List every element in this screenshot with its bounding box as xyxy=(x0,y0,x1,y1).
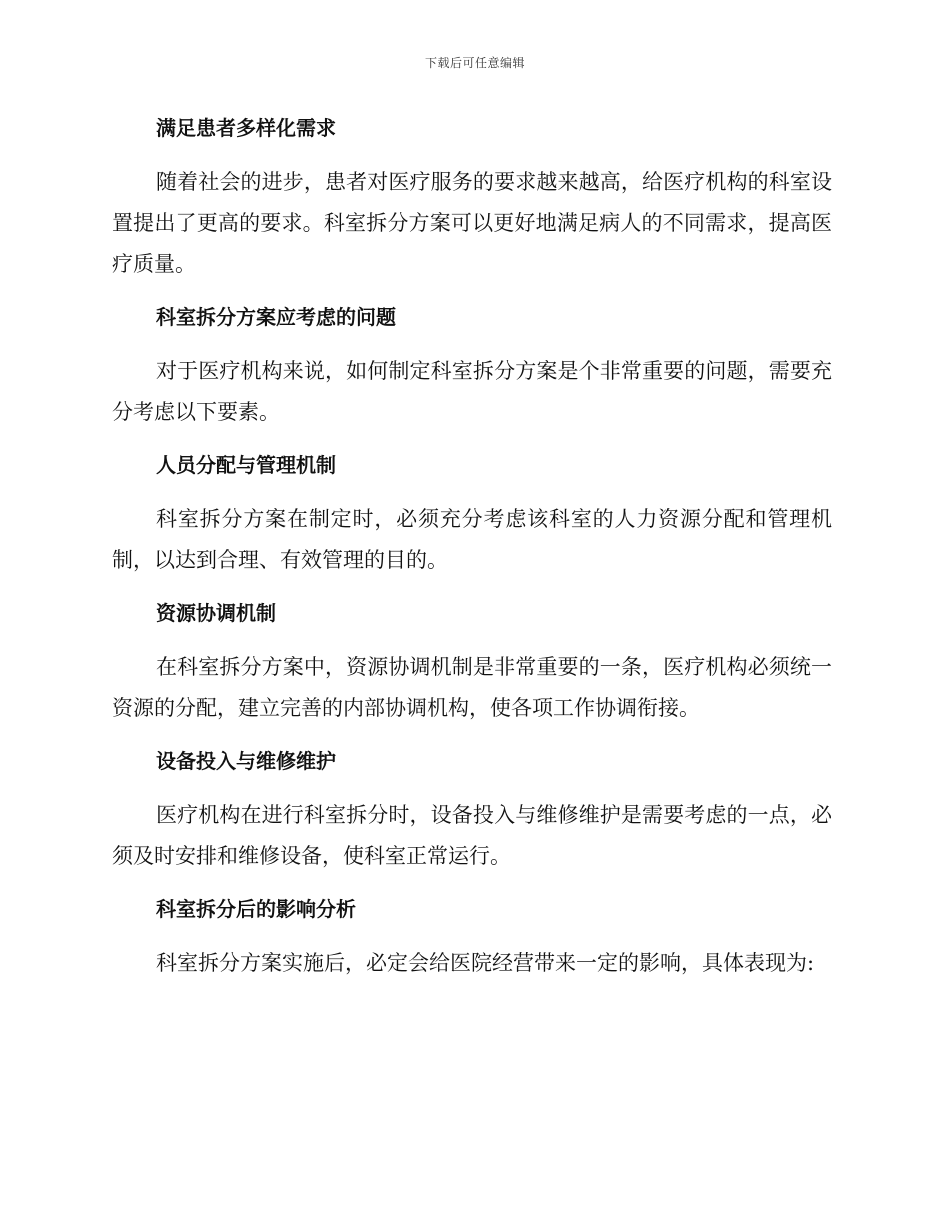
section xyxy=(112,887,832,984)
section xyxy=(112,443,832,591)
section xyxy=(112,591,832,739)
section-heading: 科室拆分后的影响分析 xyxy=(156,897,356,921)
section xyxy=(112,295,832,443)
section-paragraph: 在科室拆分方案中，资源协调机制是非常重要的一条，医疗机构必须统一资源的分配，建立完善的内部协调机构，使各项工作协调衔接。 xyxy=(112,655,832,720)
page-header: 下载后可任意编辑 xyxy=(424,56,525,70)
section-heading: 人员分配与管理机制 xyxy=(156,453,336,477)
section-paragraph: 科室拆分方案在制定时，必须充分考虑该科室的人力资源分配和管理机制，以达到合理、有效管理的目的。 xyxy=(112,507,832,572)
section-paragraph: 科室拆分方案实施后，必定会给医院经营带来一定的影响，具体表现为: xyxy=(156,951,815,975)
section-paragraph: 对于医疗机构来说，如何制定科室拆分方案是个非常重要的问题，需要充分考虑以下要素。 xyxy=(112,359,832,424)
section-paragraph: 医疗机构在进行科室拆分时，设备投入与维修维护是需要考虑的一点，必须及时安排和维修设备，使科室正常运行。 xyxy=(112,803,832,868)
section-paragraph: 随着社会的进步，患者对医疗服务的要求越来越高，给医疗机构的科室设置提出了更高的要求。科室拆分方案可以更好地满足病人的不同需求，提高医疗质量。 xyxy=(112,170,832,276)
document-body xyxy=(112,106,832,984)
section-heading: 设备投入与维修维护 xyxy=(156,749,336,773)
section xyxy=(112,106,832,295)
section-heading: 满足患者多样化需求 xyxy=(156,116,336,140)
section-heading: 科室拆分方案应考虑的问题 xyxy=(156,305,396,329)
section xyxy=(112,739,832,887)
section-heading: 资源协调机制 xyxy=(156,601,276,625)
